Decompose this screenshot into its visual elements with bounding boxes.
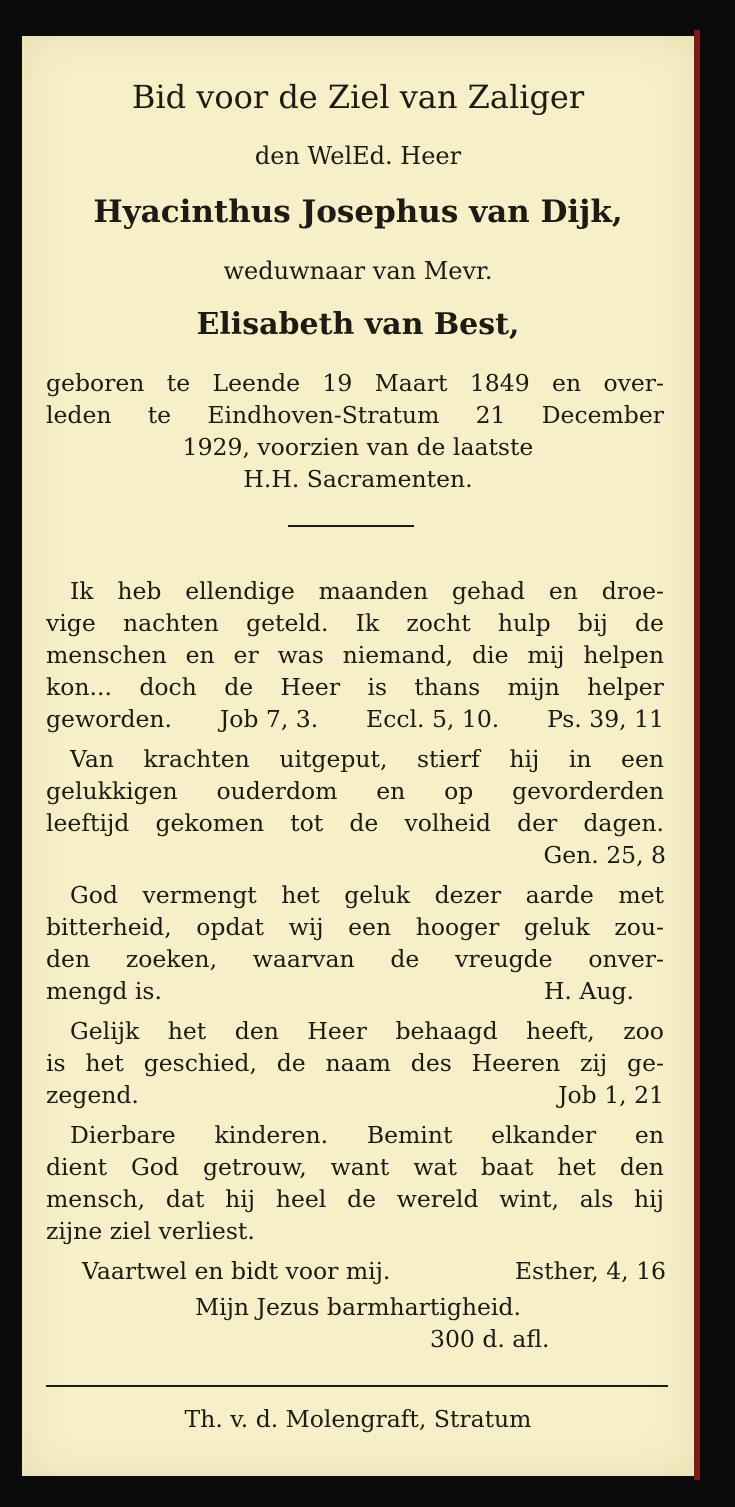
indulgence-line: 300 d. afl. [430,1325,550,1353]
bio-line-2 [46,401,664,429]
word: zou- [614,913,664,941]
word: aarde [525,881,594,909]
word: der [517,809,558,837]
word: Vaartwel en bidt voor mij. [82,1257,391,1285]
word: zocht [406,609,471,637]
text-line [46,1185,664,1213]
word: is [367,673,388,701]
footer-rule [46,1385,668,1387]
word: er [233,641,259,669]
text-line [46,1217,664,1245]
word: met [618,881,664,909]
word: Heer [280,673,341,701]
word: in [568,745,592,773]
word: doch [139,673,197,701]
text-line [46,777,664,805]
separator-rule [288,525,414,527]
word: elkander [491,1121,597,1149]
text-line [46,609,664,637]
word: geworden. [46,705,173,733]
word: Eindhoven-Stratum [207,401,440,429]
word: en [552,369,582,397]
word: opdat [196,913,264,941]
word: droe- [601,577,664,605]
bio-line-4: H.H. Sacramenten. [243,465,473,493]
word: behaagd [395,1017,498,1045]
word: 1849 [469,369,530,397]
word: als [579,1185,614,1213]
word: den [619,1153,664,1181]
text-line [70,577,664,605]
word: hooger [415,913,500,941]
deceased-name: Hyacinthus Josephus van Dijk, [93,194,623,230]
word: kon... [46,673,112,701]
word: heeft, [526,1017,595,1045]
word: Esther, 4, 16 [514,1257,666,1285]
word: zegend. [46,1081,139,1109]
text-line [46,913,664,941]
printer-imprint: Th. v. d. Molengraft, Stratum [184,1405,532,1433]
word: stierf [416,745,480,773]
text-line [70,881,664,909]
word: 21 [475,401,506,429]
word: Ik [355,609,380,637]
word: ouderdom [216,777,338,805]
prayer-line: Mijn Jezus barmhartigheid. [195,1293,521,1321]
word: God [70,881,118,909]
word: Dierbare [70,1121,176,1149]
prayer-heading: Bid voor de Ziel van Zaliger [131,78,585,116]
word: vige [46,609,96,637]
word: zijne ziel verliest. [46,1217,255,1245]
word: op [444,777,474,805]
word: des [410,1049,452,1077]
word: maanden [318,577,429,605]
word: geschied, [143,1049,257,1077]
word: Eccl. 5, 10. [366,705,500,733]
word: mengd is. [46,977,162,1005]
word: dezer [434,881,502,909]
word: Job 1, 21 [558,1081,664,1109]
word: helper [587,673,664,701]
text-line [46,705,664,733]
text-line [70,1017,664,1045]
word: leeftijd [46,809,130,837]
word: te [147,401,172,429]
honorific: den WelEd. Heer [254,142,462,170]
word: en [634,1121,664,1149]
text-line [46,1081,664,1109]
word: een [621,745,664,773]
text-line [46,809,664,837]
word: December [541,401,664,429]
word: gekomen [155,809,265,837]
word: het [281,881,320,909]
word: te [166,369,191,397]
word: uitgeput, [279,745,388,773]
word: geluk [523,913,590,941]
word: was [277,641,324,669]
word: de [276,1049,306,1077]
word: de [349,809,379,837]
word: kinderen. [214,1121,329,1149]
bio-line-3: 1929, voorzien van de laatste [182,433,534,461]
word: baat [480,1153,534,1181]
word: zij [580,1049,608,1077]
word: de [224,673,254,701]
word: mensch, [46,1185,146,1213]
word: heb [117,577,162,605]
memorial-card [22,36,694,1476]
word: krachten [143,745,250,773]
word: een [348,913,392,941]
word: het [85,1049,124,1077]
word: wij [288,913,324,941]
word: de [347,1185,377,1213]
text-line [70,745,664,773]
word: H. Aug. [543,977,634,1005]
word: dat [165,1185,205,1213]
word: gelukkigen [46,777,178,805]
spouse-name: Elisabeth van Best, [196,307,520,342]
text-line [46,977,634,1005]
word: nachten [122,609,219,637]
word: gevorderden [512,777,664,805]
word: leden [46,401,112,429]
word: die [472,641,509,669]
word: Job 7, 3. [219,705,319,733]
word: gehad [451,577,526,605]
word: ellendige [185,577,295,605]
word: helpen [583,641,664,669]
word: mijn [507,673,560,701]
text-line [70,1121,664,1149]
word: getrouw, [202,1153,307,1181]
word: dient [46,1153,108,1181]
word: over- [603,369,664,397]
text-line [82,1257,666,1285]
word: dagen. [583,809,664,837]
word: geboren [46,369,145,397]
scripture-reference: Gen. 25, 8 [543,841,666,869]
word: 19 [322,369,353,397]
word: en [185,641,215,669]
word: is [46,1049,66,1077]
word: Maart [374,369,448,397]
word: hij [509,745,540,773]
word: Heer [307,1017,367,1045]
word: zoeken, [125,945,218,973]
word: vermengt [142,881,257,909]
word: geluk [344,881,411,909]
word: mij [527,641,565,669]
text-line [46,641,664,669]
text-line [46,1153,664,1181]
card-edge [694,30,700,1480]
word: hulp [497,609,551,637]
word: het [557,1153,596,1181]
word: want [330,1153,390,1181]
word: bitterheid, [46,913,172,941]
word: bij [577,609,608,637]
word: menschen [46,641,167,669]
word: en [548,577,578,605]
bio-line-1 [46,369,664,397]
word: Bemint [366,1121,453,1149]
word: thans [414,673,481,701]
word: Heeren [471,1049,561,1077]
word: zoo [623,1017,664,1045]
word: waarvan [252,945,355,973]
word: geteld. [246,609,329,637]
text-line [46,673,664,701]
word: vreugde [455,945,553,973]
word: hij [634,1185,664,1213]
word: hij [225,1185,256,1213]
word: onver- [588,945,664,973]
text-line [46,945,664,973]
word: de [634,609,664,637]
word: heel [275,1185,327,1213]
word: Leende [212,369,301,397]
word: Van [70,745,114,773]
word: Ik [70,577,94,605]
word: volheid [404,809,491,837]
word: naam [325,1049,391,1077]
relation-line: weduwnaar van Mevr. [223,257,493,285]
word: den [234,1017,279,1045]
word: den [46,945,91,973]
word: wereld [396,1185,479,1213]
word: niemand, [342,641,454,669]
word: wat [413,1153,457,1181]
word: God [131,1153,179,1181]
word: tot [290,809,324,837]
word: Gelijk [70,1017,140,1045]
word: wint, [499,1185,559,1213]
word: ge- [627,1049,664,1077]
word: het [167,1017,207,1045]
word: de [390,945,420,973]
text-line [46,1049,664,1077]
word: en [376,777,406,805]
word: Ps. 39, 11 [547,705,664,733]
